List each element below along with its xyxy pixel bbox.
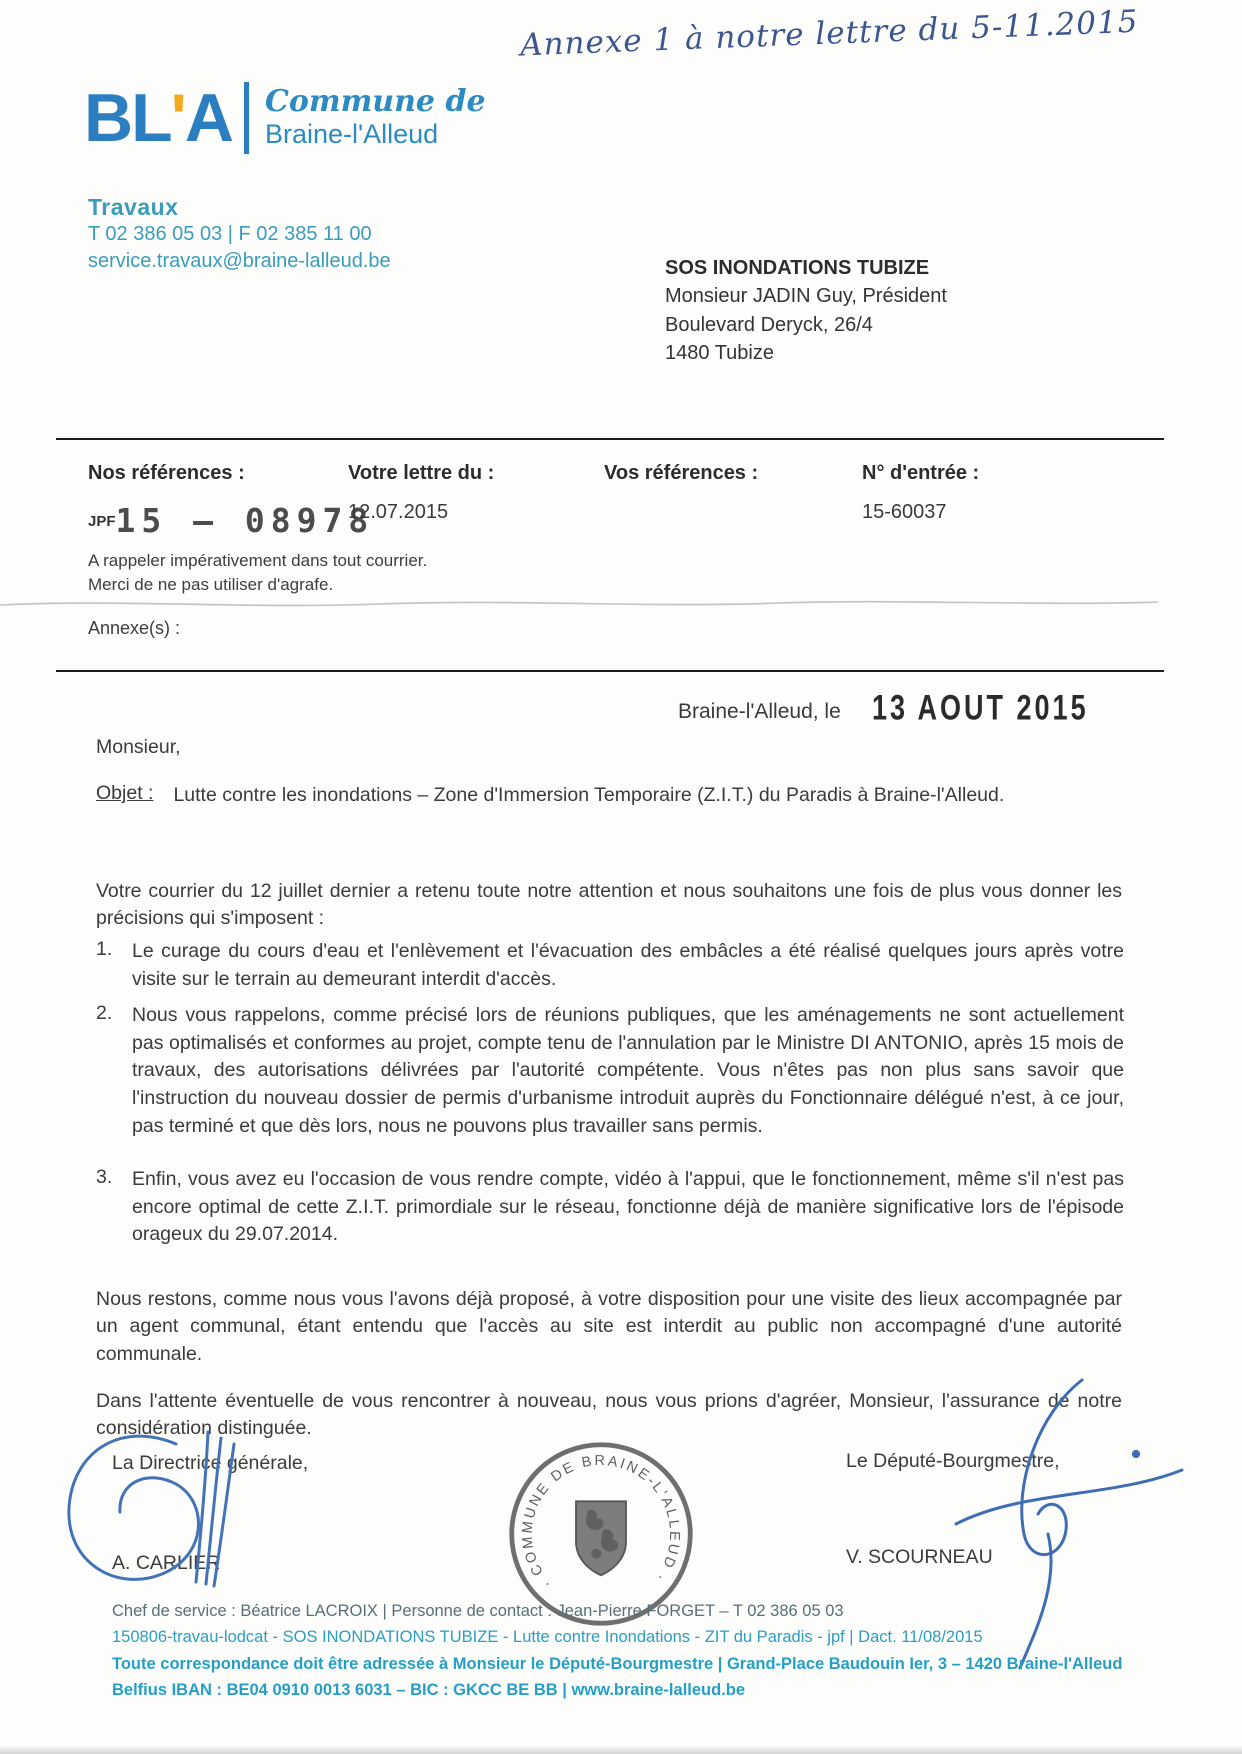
- right-signatory-name: V. SCOURNEAU: [846, 1546, 993, 1568]
- recipient-contact: Monsieur JADIN Guy, Président: [665, 285, 947, 308]
- subject-label: Objet :: [96, 782, 154, 804]
- entry-number: [862, 462, 979, 524]
- logo-wordmark: [265, 85, 486, 150]
- list-number-2: 2.: [96, 1002, 113, 1024]
- your-letter-value: 12.07.2015: [348, 501, 449, 523]
- your-references-label: Vos références :: [604, 462, 759, 484]
- list-text-1: Le curage du cours d'eau et l'enlèvement et l'évacuation des embâcles a été réalisé quelques jours après votre visite sur le terrain au demeurant interdit d'accès.: [132, 940, 1124, 990]
- letter-footer: [112, 1598, 1156, 1704]
- seal-shield-icon: [576, 1501, 626, 1575]
- footer-contact-line: Chef de service : Béatrice LACROIX | Personne de contact : Jean-Pierre FORGET – T 02 386 05 03: [112, 1602, 844, 1620]
- logo-apostrophe: ': [170, 80, 185, 156]
- entry-number-value: 15-60037: [862, 501, 947, 523]
- subject-line: [96, 782, 1126, 810]
- list-item-2: [96, 1002, 1124, 1140]
- department-block: [88, 194, 391, 275]
- scan-edge-smudge: [0, 1745, 1242, 1754]
- recipient-city: 1480 Tubize: [665, 342, 774, 365]
- visit-paragraph: Nous restons, comme nous vous l'avons déjà proposé, à votre disposition pour une visite des lieux accompagnée par un agent communal, étant entendu que l'accès au site est interdit au public non accompagné d'une autorité communale.: [96, 1287, 1122, 1365]
- list-item-3: [96, 1166, 1124, 1249]
- logo-letter-a: A: [184, 80, 232, 156]
- footer-correspondence-line: Toute correspondance doit être adressée à Monsieur le Député-Bourgmestre | Grand-Place Baudouin Ier, 3 – 1420 Braine-l'Alleud: [112, 1654, 1123, 1673]
- your-references: [604, 462, 758, 501]
- left-signatory-name: A. CARLIER: [112, 1552, 221, 1574]
- dateline-place: Braine-l'Alleud, le: [678, 700, 841, 723]
- your-letter-label: Votre lettre du :: [348, 462, 495, 484]
- your-letter: [348, 462, 494, 524]
- annexes-label: Annexe(s) :: [88, 618, 181, 638]
- logo-braine-lalleud: Braine-l'Alleud: [264, 119, 439, 150]
- department-phone: T 02 386 05 03 | F 02 385 11 00: [88, 223, 372, 245]
- closing-paragraph: Dans l'attente éventuelle de vous rencontrer à nouveau, nous vous prions d'agréer, Monsieur, l'assurance de notre considération distinguée.: [96, 1389, 1122, 1440]
- scan-artifact-line: [0, 596, 1160, 612]
- logo-acronym: [84, 80, 232, 156]
- logo-letters-bl: BL: [84, 80, 171, 156]
- left-signatory-role: La Directrice générale,: [112, 1452, 309, 1474]
- entry-number-label: N° d'entrée :: [862, 462, 980, 484]
- reference-note-2: Merci de ne pas utiliser d'agrafe.: [88, 575, 334, 595]
- reference-notes: [88, 549, 427, 597]
- seal-text: · COMMUNE DE BRAINE-L'ALLEUD ·: [519, 1453, 683, 1592]
- our-references: [88, 462, 374, 540]
- date-stamp: 13 AOUT 2015: [872, 688, 1089, 728]
- reference-note-1: A rappeler impérativement dans tout courrier.: [88, 551, 428, 570]
- footer-file-reference-line: 150806-travau-lodcat - SOS INONDATIONS TUBIZE - Lutte contre Inondations - ZIT du Paradis - jpf | Dact. 11/08/2015: [112, 1628, 983, 1647]
- right-signatory-role: Le Député-Bourgmestre,: [846, 1450, 1060, 1472]
- divider-rule-bottom: [56, 670, 1164, 672]
- salutation: Monsieur,: [96, 736, 181, 758]
- logo-divider: [244, 82, 249, 154]
- recipient-block: [665, 254, 947, 368]
- our-references-prefix: JPF: [88, 513, 116, 530]
- logo-commune-de: Commune de: [264, 84, 486, 120]
- recipient-organization: SOS INONDATIONS TUBIZE: [665, 257, 930, 279]
- list-text-3: Enfin, vous avez eu l'occasion de vous rendre compte, vidéo à l'appui, que le fonctionnement, même s'il n'est pas encore optimal de cette Z.I.T. primordiale sur le réseau, fonctionne déjà de manière significative lors de l'épisode orageux du 29.07.2014.: [132, 1168, 1124, 1246]
- list-number-1: 1.: [96, 938, 113, 960]
- divider-rule-top: [56, 438, 1164, 440]
- list-number-3: 3.: [96, 1166, 113, 1188]
- handwritten-annotation: Annexe 1 à notre lettre du 5-11.2015: [519, 3, 1140, 64]
- recipient-street: Boulevard Deryck, 26/4: [665, 313, 873, 336]
- department-name: Travaux: [88, 194, 179, 220]
- subject-text: Lutte contre les inondations – Zone d'Immersion Temporaire (Z.I.T.) du Paradis à Braine-l'Alleud.: [173, 784, 1005, 806]
- our-references-label: Nos références :: [88, 462, 245, 484]
- our-references-stamp: 15 – 08978: [115, 501, 375, 540]
- our-references-value: [88, 501, 374, 540]
- list-item-1: [96, 938, 1124, 993]
- commune-logo: [84, 82, 486, 154]
- intro-paragraph: Votre courrier du 12 juillet dernier a retenu toute notre attention et nous souhaitons une fois de plus vous donner les précisions qui s'imposent :: [96, 879, 1122, 930]
- footer-bank-website-line: Belfius IBAN : BE04 0910 0013 6031 – BIC : GKCC BE BB | www.braine-lalleud.be: [112, 1681, 746, 1700]
- department-email: service.travaux@braine-lalleud.be: [88, 250, 391, 272]
- list-text-2: Nous vous rappelons, comme précisé lors de réunions publiques, que les aménagements ne sont actuellement pas optimalisés et conformes au projet, compte tenu de l'annulation par le Ministre DI ANTONIO, après 15 mois de travaux, des autorisations délivrées par l'autorité compétente. Vous n'êtes pas non plus sans savoir que l'instruction du nouveau dossier de permis d'urbanisme introduit auprès du Fonctionnaire délégué n'est, à ce jour, pas terminé et que dès lors, nous ne pouvons plus travailler sans permis.: [132, 1004, 1124, 1137]
